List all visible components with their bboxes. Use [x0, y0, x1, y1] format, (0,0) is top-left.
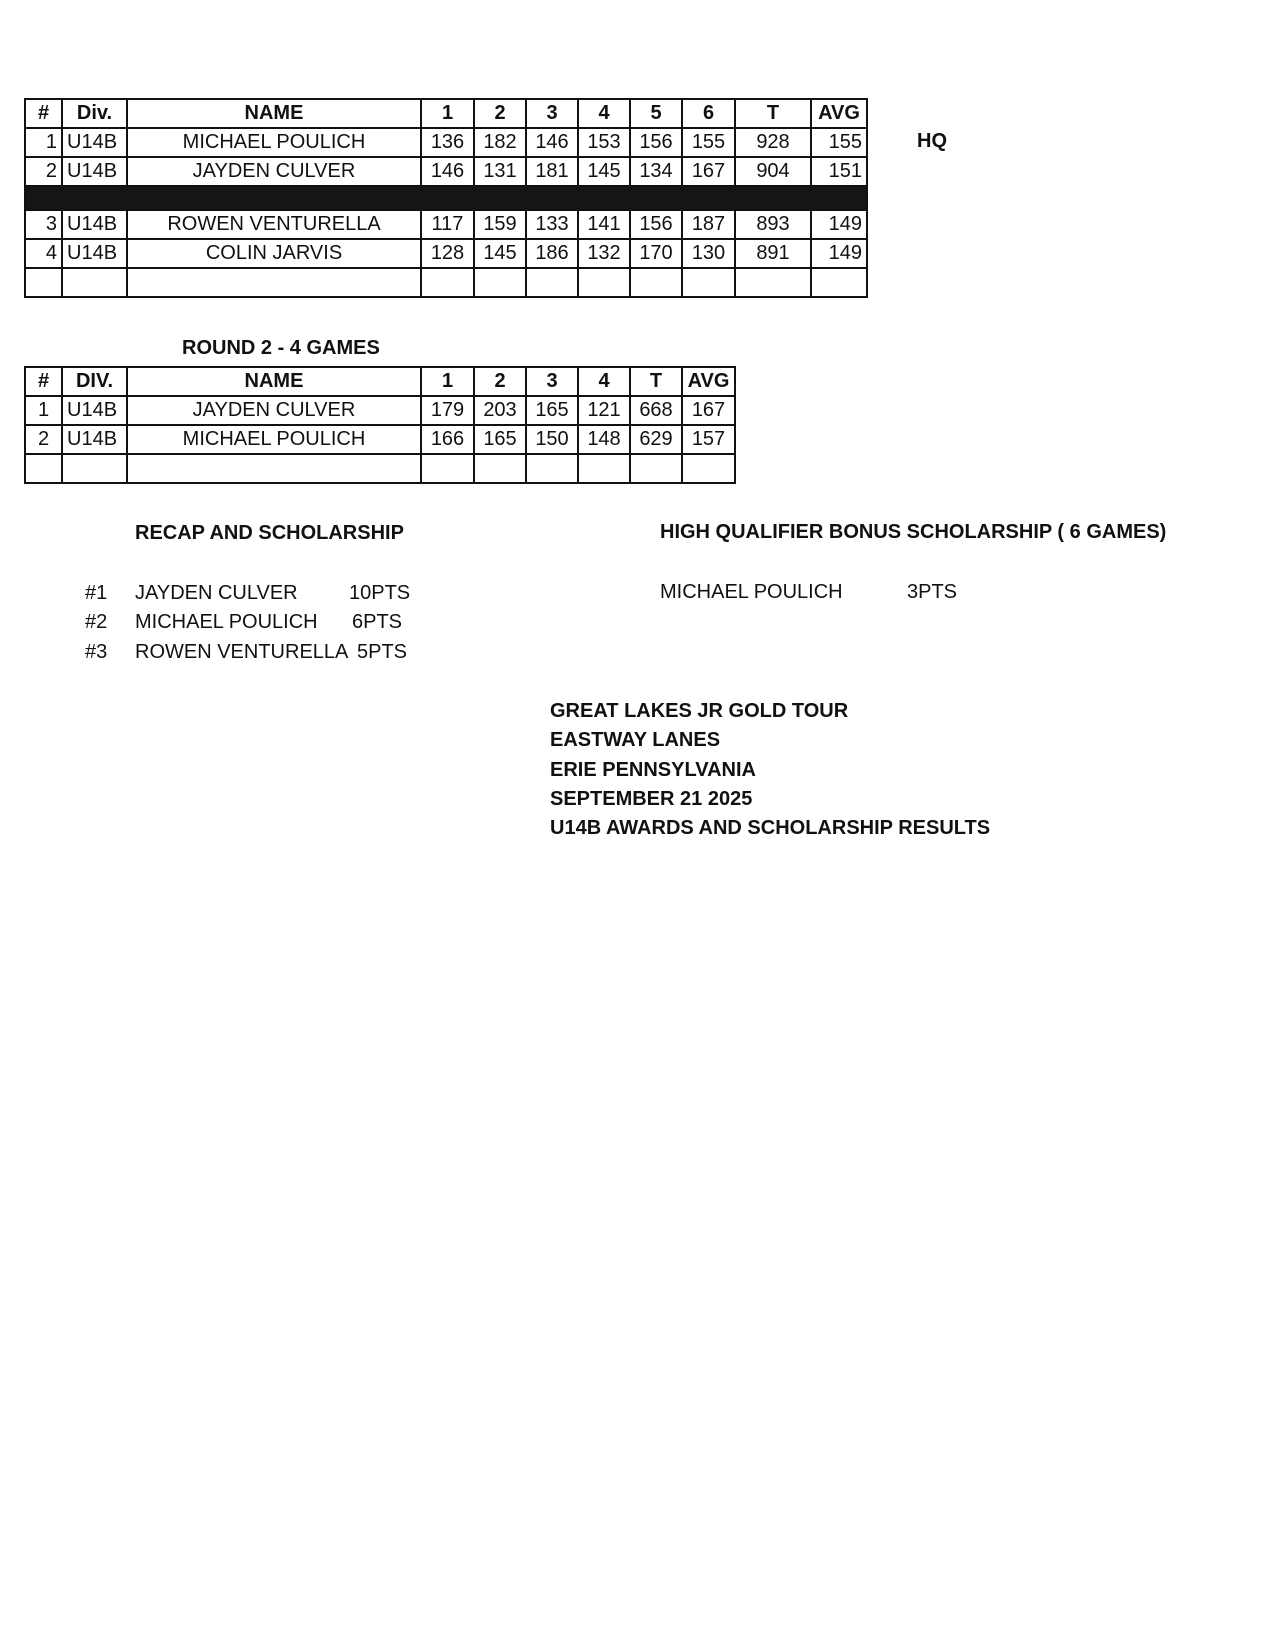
game-cell: 128 — [421, 239, 474, 268]
col-header: DIV. — [62, 367, 127, 396]
game-cell: 153 — [578, 128, 630, 157]
col-header: Div. — [62, 99, 127, 128]
game-cell: 166 — [421, 425, 474, 454]
total-cell: 891 — [735, 239, 811, 268]
col-header: NAME — [127, 367, 421, 396]
table-row — [25, 239, 867, 268]
recap-points: 10PTS — [349, 582, 411, 604]
div-cell: U14B — [62, 239, 127, 268]
hq-bonus-name: MICHAEL POULICH — [660, 581, 843, 603]
rank-cell: 1 — [25, 396, 62, 425]
game-cell: 203 — [474, 396, 526, 425]
game-cell: 141 — [578, 210, 630, 239]
recap-title: RECAP AND SCHOLARSHIP — [135, 522, 404, 544]
game-cell: 165 — [474, 425, 526, 454]
game-cell: 159 — [474, 210, 526, 239]
col-header: # — [25, 99, 62, 128]
avg-cell: 167 — [682, 396, 735, 425]
empty-row — [25, 454, 735, 483]
div-cell: U14B — [62, 396, 127, 425]
recap-name: JAYDEN CULVER — [135, 582, 298, 604]
game-cell: 117 — [421, 210, 474, 239]
hq-marker: HQ — [917, 130, 947, 152]
col-header: 4 — [578, 99, 630, 128]
empty-row — [25, 268, 867, 297]
footer-line-venue: EASTWAY LANES — [550, 729, 721, 751]
game-cell: 130 — [682, 239, 735, 268]
game-cell: 167 — [682, 157, 735, 186]
rank-cell: 2 — [25, 157, 62, 186]
name-cell: COLIN JARVIS — [127, 239, 421, 268]
table-header-row — [25, 99, 867, 128]
col-header: 3 — [526, 367, 578, 396]
div-cell: U14B — [62, 425, 127, 454]
total-cell: 928 — [735, 128, 811, 157]
hq-bonus-points: 3PTS — [907, 581, 958, 603]
table-row — [25, 396, 735, 425]
recap-name: ROWEN VENTURELLA — [135, 641, 349, 663]
footer-line-results: U14B AWARDS AND SCHOLARSHIP RESULTS — [550, 817, 991, 839]
recap-name: MICHAEL POULICH — [135, 611, 318, 633]
col-header: 4 — [578, 367, 630, 396]
avg-cell: 157 — [682, 425, 735, 454]
game-cell: 136 — [421, 128, 474, 157]
avg-cell: 151 — [811, 157, 867, 186]
div-cell: U14B — [62, 157, 127, 186]
name-cell: MICHAEL POULICH — [127, 425, 421, 454]
cut-line-cell — [25, 186, 867, 210]
rank-cell: 4 — [25, 239, 62, 268]
col-header: 3 — [526, 99, 578, 128]
rank-cell: 3 — [25, 210, 62, 239]
game-cell: 156 — [630, 128, 682, 157]
col-header: T — [735, 99, 811, 128]
recap-place: #1 — [85, 582, 108, 604]
game-cell: 146 — [421, 157, 474, 186]
game-cell: 133 — [526, 210, 578, 239]
game-cell: 165 — [526, 396, 578, 425]
game-cell: 145 — [474, 239, 526, 268]
col-header: AVG — [682, 367, 735, 396]
game-cell: 145 — [578, 157, 630, 186]
name-cell: JAYDEN CULVER — [127, 157, 421, 186]
total-cell: 893 — [735, 210, 811, 239]
avg-cell: 149 — [811, 210, 867, 239]
round1-table — [24, 98, 868, 298]
round2-table — [24, 366, 736, 484]
col-header: # — [25, 367, 62, 396]
total-cell: 629 — [630, 425, 682, 454]
table-row — [25, 210, 867, 239]
game-cell: 134 — [630, 157, 682, 186]
div-cell: U14B — [62, 210, 127, 239]
total-cell: 668 — [630, 396, 682, 425]
game-cell: 156 — [630, 210, 682, 239]
col-header: 2 — [474, 99, 526, 128]
col-header: 1 — [421, 99, 474, 128]
game-cell: 179 — [421, 396, 474, 425]
col-header: NAME — [127, 99, 421, 128]
recap-place: #2 — [85, 611, 108, 633]
game-cell: 150 — [526, 425, 578, 454]
game-cell: 131 — [474, 157, 526, 186]
div-cell: U14B — [62, 128, 127, 157]
game-cell: 187 — [682, 210, 735, 239]
avg-cell: 155 — [811, 128, 867, 157]
game-cell: 181 — [526, 157, 578, 186]
footer-line-tour: GREAT LAKES JR GOLD TOUR — [550, 700, 849, 722]
name-cell: ROWEN VENTURELLA — [127, 210, 421, 239]
round2-title: ROUND 2 - 4 GAMES — [182, 337, 380, 359]
game-cell: 182 — [474, 128, 526, 157]
cut-line-bar — [25, 186, 867, 210]
col-header: 6 — [682, 99, 735, 128]
name-cell: MICHAEL POULICH — [127, 128, 421, 157]
game-cell: 121 — [578, 396, 630, 425]
rank-cell: 1 — [25, 128, 62, 157]
game-cell: 186 — [526, 239, 578, 268]
table-row — [25, 425, 735, 454]
col-header: 2 — [474, 367, 526, 396]
game-cell: 132 — [578, 239, 630, 268]
recap-points: 6PTS — [352, 611, 403, 633]
total-cell: 904 — [735, 157, 811, 186]
recap-place: #3 — [85, 641, 108, 663]
game-cell: 146 — [526, 128, 578, 157]
col-header: T — [630, 367, 682, 396]
col-header: 5 — [630, 99, 682, 128]
table-header-row — [25, 367, 735, 396]
rank-cell: 2 — [25, 425, 62, 454]
hq-bonus-title: HIGH QUALIFIER BONUS SCHOLARSHIP ( 6 GAMES) — [660, 521, 1167, 543]
recap-points: 5PTS — [357, 641, 408, 663]
game-cell: 155 — [682, 128, 735, 157]
name-cell: JAYDEN CULVER — [127, 396, 421, 425]
col-header: AVG — [811, 99, 867, 128]
col-header: 1 — [421, 367, 474, 396]
footer-line-location: ERIE PENNSYLVANIA — [550, 759, 756, 781]
table-row — [25, 128, 867, 157]
game-cell: 148 — [578, 425, 630, 454]
table-row — [25, 157, 867, 186]
footer-line-date: SEPTEMBER 21 2025 — [550, 788, 753, 810]
game-cell: 170 — [630, 239, 682, 268]
avg-cell: 149 — [811, 239, 867, 268]
